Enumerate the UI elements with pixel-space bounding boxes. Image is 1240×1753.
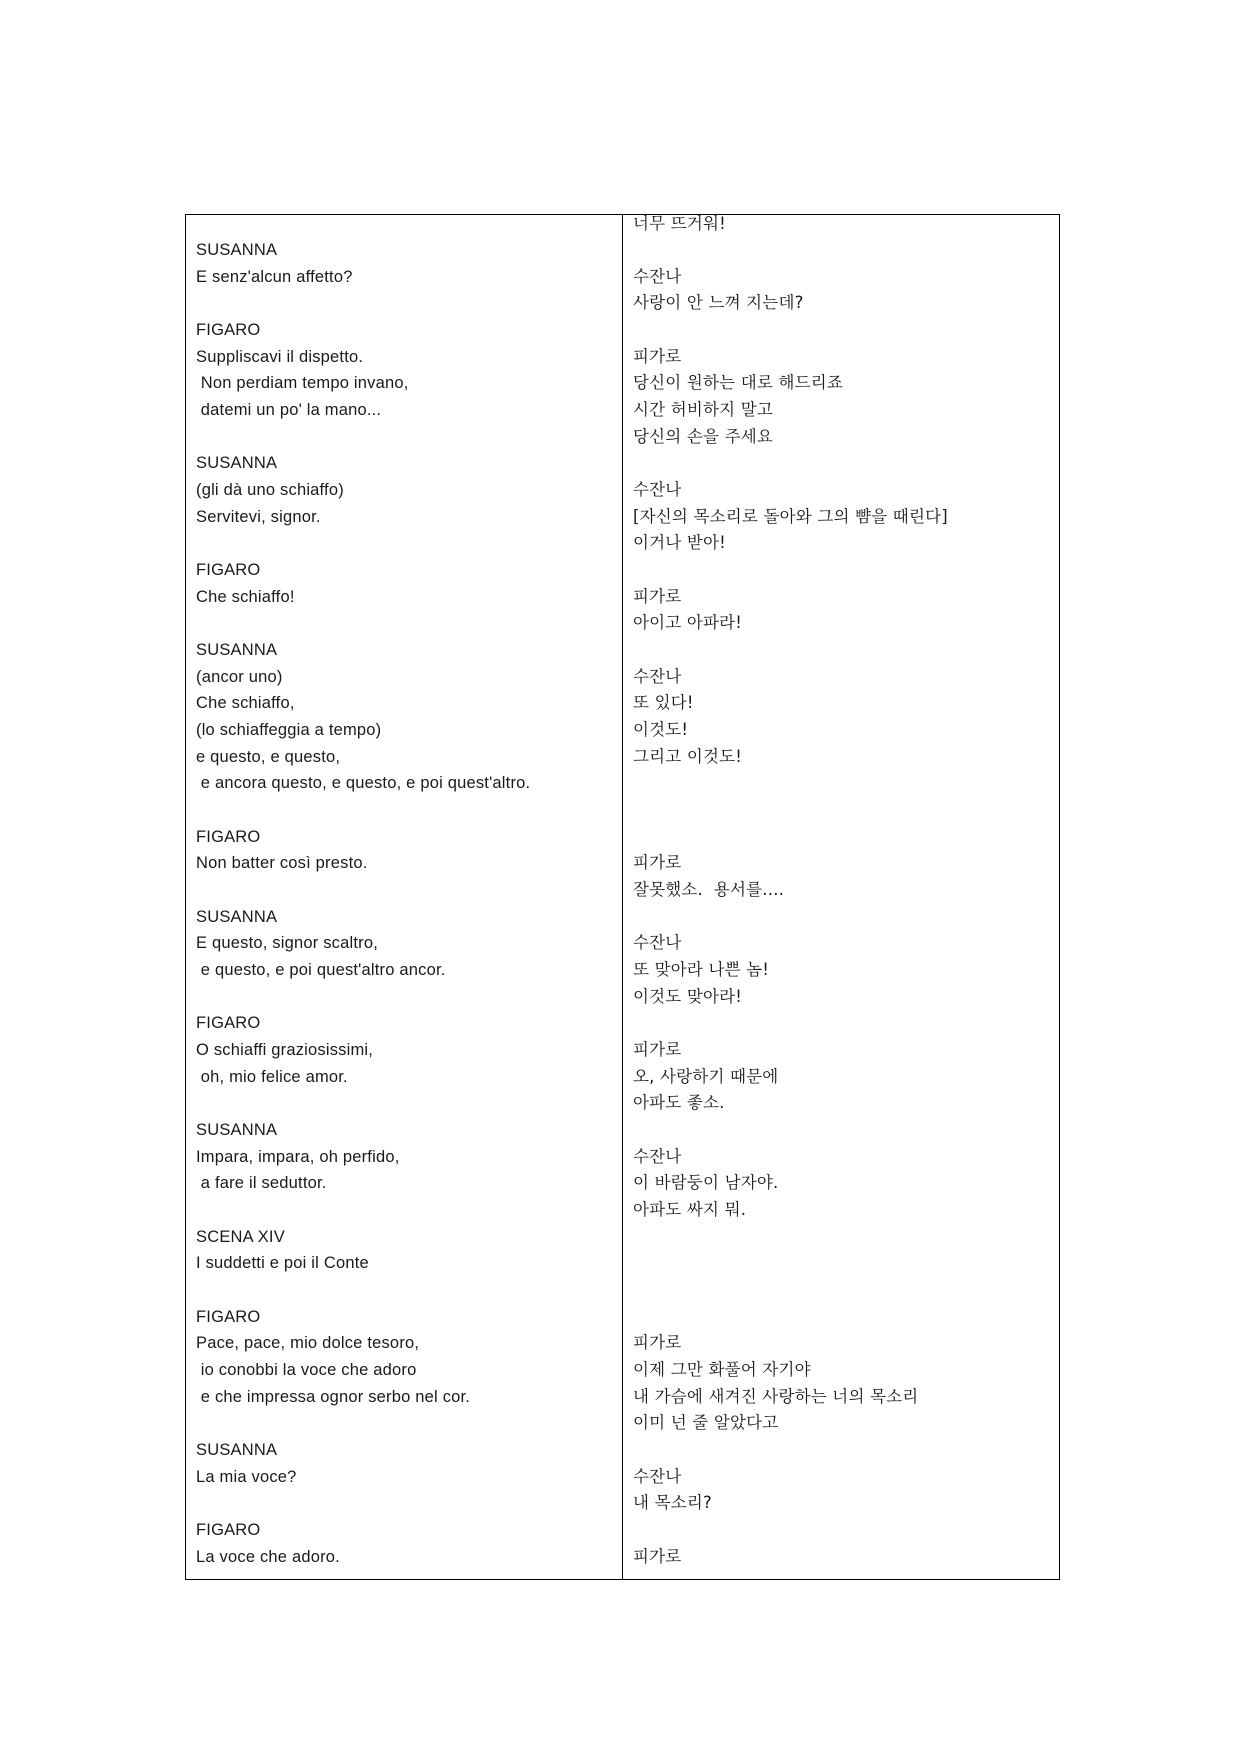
scene-heading: SCENA XIV xyxy=(196,1228,285,1246)
lyric-line: 아파도 싸지 뭐. xyxy=(633,1200,747,1219)
lyric-line: 아이고 아파라! xyxy=(633,613,743,632)
lyric-line: 당신의 손을 주세요 xyxy=(633,427,774,446)
lyric-line: Che schiaffo, xyxy=(196,694,295,712)
lyric-line: Non perdiam tempo invano, xyxy=(196,374,409,392)
speaker-name: FIGARO xyxy=(196,828,261,846)
lyric-line: io conobbi la voce che adoro xyxy=(196,1361,417,1379)
lyric-line: 이미 넌 줄 알았다고 xyxy=(633,1413,779,1432)
lyric-line: La mia voce? xyxy=(196,1468,297,1486)
lyric-line: 이것도! xyxy=(633,720,689,739)
lyric-line: 또 맞아라 나쁜 놈! xyxy=(633,960,770,979)
speaker-name: SUSANNA xyxy=(196,641,278,659)
speaker-name: SUSANNA xyxy=(196,908,278,926)
korean-column xyxy=(623,215,1059,1579)
speaker-name: 피가로 xyxy=(633,1333,682,1352)
lyric-line: Impara, impara, oh perfido, xyxy=(196,1148,400,1166)
speaker-name: SUSANNA xyxy=(196,1441,278,1459)
lyric-line: O schiaffi graziosissimi, xyxy=(196,1041,374,1059)
speaker-name: FIGARO xyxy=(196,1308,261,1326)
lyric-line: 또 있다! xyxy=(633,693,694,712)
lyric-line: E senz'alcun affetto? xyxy=(196,268,353,286)
speaker-name: 피가로 xyxy=(633,1547,682,1566)
speaker-name: 수잔나 xyxy=(633,1467,682,1486)
stage-direction: (lo schiaffeggia a tempo) xyxy=(196,721,382,739)
speaker-name: SUSANNA xyxy=(196,241,278,259)
lyric-line: e ancora questo, e questo, e poi quest'altro. xyxy=(196,774,531,792)
lyric-line: 오, 사랑하기 때문에 xyxy=(633,1067,779,1086)
lyric-line: e che impressa ognor serbo nel cor. xyxy=(196,1388,471,1406)
lyric-line: La voce che adoro. xyxy=(196,1548,340,1566)
lyric-line: 너무 뜨거워! xyxy=(633,214,726,233)
speaker-name: 피가로 xyxy=(633,587,682,606)
speaker-name: FIGARO xyxy=(196,321,261,339)
stage-direction: (ancor uno) xyxy=(196,668,283,686)
lyric-line: Non batter così presto. xyxy=(196,854,368,872)
lyric-line: oh, mio felice amor. xyxy=(196,1068,348,1086)
lyric-line: e questo, e questo, xyxy=(196,748,341,766)
lyric-line: 사랑이 안 느껴 지는데? xyxy=(633,293,804,312)
speaker-name: FIGARO xyxy=(196,561,261,579)
lyric-line: 이것도 맞아라! xyxy=(633,987,743,1006)
speaker-name: FIGARO xyxy=(196,1521,261,1539)
lyric-line: 그리고 이것도! xyxy=(633,747,743,766)
speaker-name: 피가로 xyxy=(633,853,682,872)
lyric-line: 시간 허비하지 말고 xyxy=(633,400,774,419)
lyric-line: Servitevi, signor. xyxy=(196,508,321,526)
lyric-line: Che schiaffo! xyxy=(196,588,295,606)
speaker-name: SUSANNA xyxy=(196,454,278,472)
speaker-name: 피가로 xyxy=(633,1040,682,1059)
lyric-line: E questo, signor scaltro, xyxy=(196,934,379,952)
lyric-line: 이 바람둥이 남자야. xyxy=(633,1173,779,1192)
lyric-line: 잘못했소. 용서를.... xyxy=(633,880,785,899)
lyric-line: a fare il seduttor. xyxy=(196,1174,327,1192)
lyric-line: 이제 그만 화풀어 자기야 xyxy=(633,1360,811,1379)
stage-direction: I suddetti e poi il Conte xyxy=(196,1254,369,1272)
libretto-table xyxy=(185,214,1060,1580)
lyric-line: 내 목소리? xyxy=(633,1493,712,1512)
lyric-line: Pace, pace, mio dolce tesoro, xyxy=(196,1334,420,1352)
speaker-name: SUSANNA xyxy=(196,1121,278,1139)
lyric-line: datemi un po' la mano... xyxy=(196,401,382,419)
stage-direction: (gli dà uno schiaffo) xyxy=(196,481,344,499)
lyric-line: 이거나 받아! xyxy=(633,533,726,552)
speaker-name: 수잔나 xyxy=(633,480,682,499)
speaker-name: 수잔나 xyxy=(633,667,682,686)
italian-column xyxy=(186,215,623,1579)
speaker-name: 피가로 xyxy=(633,347,682,366)
speaker-name: FIGARO xyxy=(196,1014,261,1032)
lyric-line: 내 가슴에 새겨진 사랑하는 너의 목소리 xyxy=(633,1387,919,1406)
lyric-line: e questo, e poi quest'altro ancor. xyxy=(196,961,446,979)
stage-direction: [자신의 목소리로 돌아와 그의 뺨을 때린다] xyxy=(633,507,948,526)
speaker-name: 수잔나 xyxy=(633,933,682,952)
lyric-line: 아파도 좋소. xyxy=(633,1093,725,1112)
lyric-line: 당신이 원하는 대로 해드리죠 xyxy=(633,373,844,392)
lyric-line: Suppliscavi il dispetto. xyxy=(196,348,364,366)
speaker-name: 수잔나 xyxy=(633,267,682,286)
speaker-name: 수잔나 xyxy=(633,1147,682,1166)
